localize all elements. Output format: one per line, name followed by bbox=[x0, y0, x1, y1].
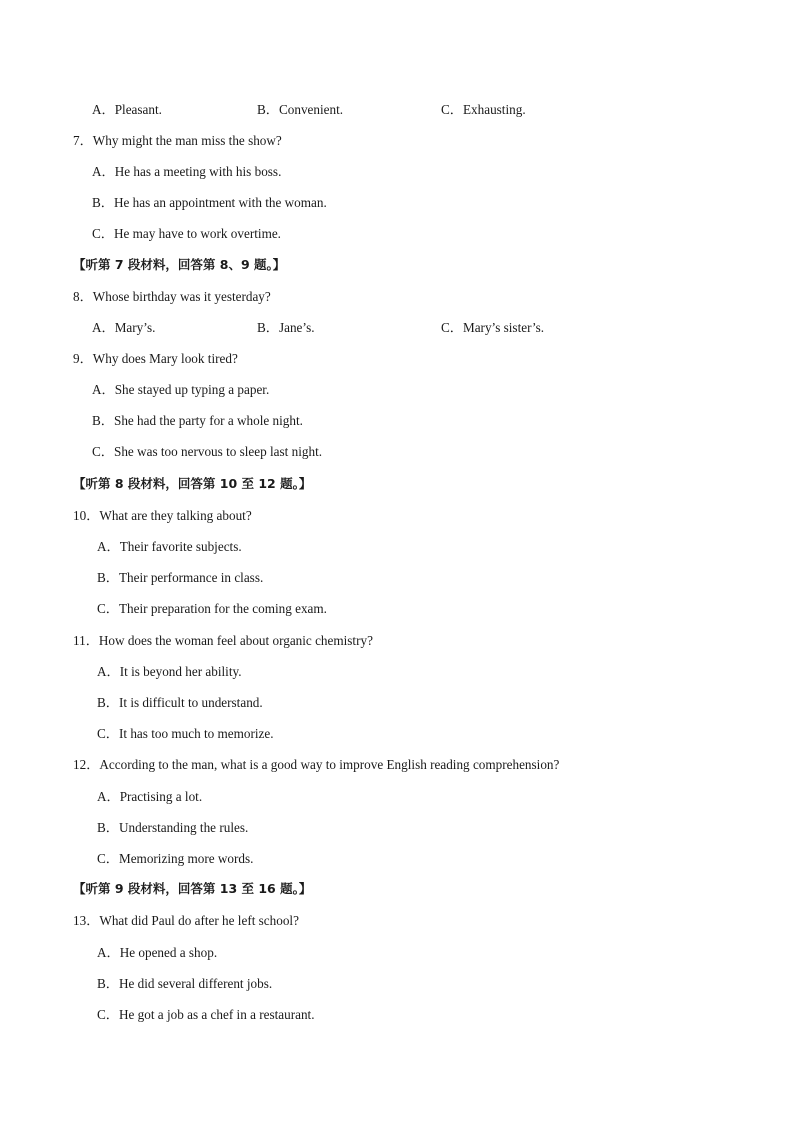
q10-option-c: C．Their preparation for the coming exam. bbox=[97, 601, 327, 616]
q10-option-b: B．Their performance in class. bbox=[97, 570, 264, 585]
q10-stem: 10．What are they talking about? bbox=[73, 508, 252, 523]
q8-option-c: C．Mary’s sister’s. bbox=[441, 320, 545, 335]
q6-option-b: B．Convenient. bbox=[257, 102, 344, 117]
q10-option-a: A．Their favorite subjects. bbox=[97, 539, 242, 554]
q13-option-c: C．He got a job as a chef in a restaurant. bbox=[97, 1007, 315, 1022]
q9-stem: 9．Why does Mary look tired? bbox=[73, 351, 238, 366]
section-heading-7: 【听第 7 段材料，回答第 8、9 题。】 bbox=[73, 257, 286, 272]
q7-option-a: A．He has a meeting with his boss. bbox=[92, 164, 282, 179]
q11-option-c: C．It has too much to memorize. bbox=[97, 726, 274, 741]
q6-option-a: A．Pleasant. bbox=[92, 102, 162, 117]
q6-option-c: C．Exhausting. bbox=[441, 102, 526, 117]
q8-option-a: A．Mary’s. bbox=[92, 320, 156, 335]
q7-stem: 7．Why might the man miss the show? bbox=[73, 133, 282, 148]
q12-option-c: C．Memorizing more words. bbox=[97, 851, 254, 866]
q7-option-c: C．He may have to work overtime. bbox=[92, 226, 281, 241]
q7-option-b: B．He has an appointment with the woman. bbox=[92, 195, 327, 210]
section-heading-9: 【听第 9 段材料，回答第 13 至 16 题。】 bbox=[73, 881, 312, 896]
q9-option-c: C．She was too nervous to sleep last night. bbox=[92, 444, 323, 459]
q12-stem: 12．According to the man, what is a good way to improve English reading comprehension? bbox=[73, 757, 560, 772]
q9-option-a: A．She stayed up typing a paper. bbox=[92, 382, 270, 397]
q13-stem: 13．What did Paul do after he left school? bbox=[73, 913, 299, 928]
q11-option-a: A．It is beyond her ability. bbox=[97, 664, 242, 679]
q8-stem: 8．Whose birthday was it yesterday? bbox=[73, 289, 271, 304]
q11-stem: 11．How does the woman feel about organic chemistry? bbox=[73, 633, 373, 648]
q8-option-b: B．Jane’s. bbox=[257, 320, 315, 335]
q9-option-b: B．She had the party for a whole night. bbox=[92, 413, 303, 428]
q12-option-a: A．Practising a lot. bbox=[97, 789, 203, 804]
q13-option-b: B．He did several different jobs. bbox=[97, 976, 273, 991]
q13-option-a: A．He opened a shop. bbox=[97, 945, 218, 960]
section-heading-8: 【听第 8 段材料，回答第 10 至 12 题。】 bbox=[73, 476, 312, 491]
q12-option-b: B．Understanding the rules. bbox=[97, 820, 249, 835]
q11-option-b: B．It is difficult to understand. bbox=[97, 695, 263, 710]
